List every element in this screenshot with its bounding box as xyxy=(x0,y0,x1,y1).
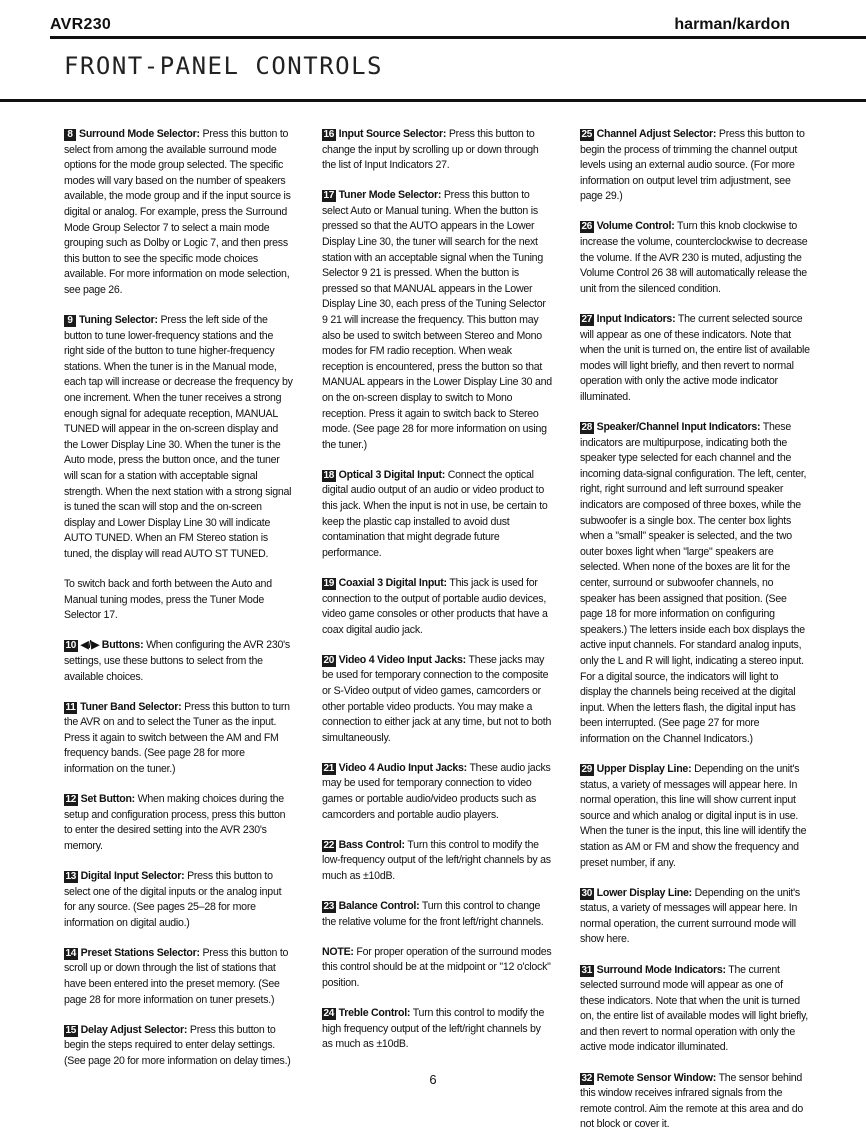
control-term: Lower Display Line: xyxy=(596,886,692,899)
control-term: Input Indicators: xyxy=(596,312,676,325)
control-description: Press the left side of the button to tune lower-frequency stations and the right side of the button to tune higher-frequency stations. When the tuner is in the Manual mode, each tap will increase or decrease the frequency by one increment. When the tuner receives a strong enough signal for adequate reception, MANUAL TUNED will appear in the on-screen display and the Lower Display Line 30. When the tuner is the Auto mode, press the button once, and the tuner will scan for a station with acceptable signal strength. When the next station with a strong signal is tuned the scan will stop and the on-screen display and Lower Display Line 30 will indicate AUTO TUNED. When an FM Stereo station is tuned, the display will read AUTO ST TUNED. xyxy=(64,314,293,560)
control-entry xyxy=(64,1023,294,1070)
item-number-badge: 13 xyxy=(65,870,77,882)
control-entry xyxy=(322,576,552,638)
model-name: AVR230 xyxy=(50,16,112,33)
control-entry xyxy=(64,792,294,854)
control-entry xyxy=(580,762,810,871)
item-number-badge: 25 xyxy=(581,129,593,140)
control-description: These audio jacks may be used for temporary connection to video games or portable audio/video products such as camcorders and portable audio players. xyxy=(322,761,551,821)
control-description: Turn this control to modify the high frequency output of the left/right channels by as much as ±10dB. xyxy=(322,1007,545,1051)
control-term: Surround Mode Selector: xyxy=(79,128,200,140)
control-term: Tuner Band Selector: xyxy=(80,700,182,713)
control-entry xyxy=(64,869,294,931)
control-description: These jacks may be used for temporary connection to the composite or S-Video output of video games, camcorders or other portable video products. You may make a connection to either jack at any time, but not to both simultaneously. xyxy=(322,653,552,744)
control-term: Volume Control: xyxy=(596,220,675,233)
control-entry xyxy=(64,577,294,624)
control-description: The current selected surround mode will appear as one of these indicators. Note that when the unit is turned on, the entire list of available modes will light briefly, and then revert to normal operation with only the active mode indicator illuminated. xyxy=(580,963,808,1054)
control-description: When configuring the AVR 230's settings, use these buttons to select from the available choices. xyxy=(64,639,290,683)
item-number-badge: 26 xyxy=(581,221,593,233)
control-description: Press this button to begin the process of trimming the channel output levels using an external audio source. (For more information on output level trim adjustment, see page 29.) xyxy=(580,128,805,203)
item-number-badge: 17 xyxy=(323,190,335,202)
control-term: Bass Control: xyxy=(338,838,405,851)
item-number-badge: 28 xyxy=(581,422,593,433)
control-term: Optical 3 Digital Input: xyxy=(338,468,446,481)
control-entry xyxy=(322,838,552,885)
item-number-badge: 32 xyxy=(581,1072,593,1084)
item-number-badge: 29 xyxy=(581,763,593,775)
item-number-badge: 20 xyxy=(323,654,335,666)
control-description: Turn this knob clockwise to increase the volume, counterclockwise to decrease the volume. If the AVR 230 is muted, adjusting the Volume Control 26 38 will automatically release the unit from the silenced condition. xyxy=(580,220,808,295)
control-term: Coaxial 3 Digital Input: xyxy=(338,576,447,589)
brand-name: harman/kardon xyxy=(674,16,790,33)
control-description: When making choices during the setup and configuration process, press this button to enter the desired setting into the AVR 230's memory. xyxy=(64,793,286,852)
control-entry xyxy=(322,188,552,453)
control-description: Press this button to select Auto or Manual tuning. When the button is pressed so that the AUTO appears in the Lower Display Line 30, the tuner will search for the next station with an acceptable signal when the Tuning Selector 9 21 is pressed. When the button is pressed so that MANUAL appears in the Lower Display Line 30, each press of the Tuning Selector 9 21 will increase the frequency. This button may also be used to switch between Stereo and Mono modes for FM radio reception. When weak reception is encountered, press the button so that MANUAL appears in the Lower Display Line 30 and on the on-screen display to switch to Mono reception. Press it again to switch back to Stereo mode. (See page 28 for more information on using the tuner.) xyxy=(322,189,552,451)
control-term: Channel Adjust Selector: xyxy=(596,128,717,140)
item-number-badge: 11 xyxy=(65,701,76,713)
control-term: Set Button: xyxy=(80,793,135,806)
control-term: ◀/▶ Buttons: xyxy=(80,639,144,652)
control-term: Speaker/Channel Input Indicators: xyxy=(596,421,761,433)
control-description: Press this button to change the input by scrolling up or down through the list of Input Indicators 27. xyxy=(322,128,539,172)
control-entry xyxy=(322,945,552,992)
column-2 xyxy=(322,127,552,1067)
control-term: NOTE: xyxy=(322,945,354,958)
control-term: Remote Sensor Window: xyxy=(596,1071,717,1084)
title-divider xyxy=(0,99,866,102)
control-entry xyxy=(64,638,294,685)
control-term: Surround Mode Indicators: xyxy=(596,963,726,976)
control-term: Delay Adjust Selector: xyxy=(80,1023,188,1036)
control-entry xyxy=(580,886,810,948)
control-term: Upper Display Line: xyxy=(596,762,692,775)
control-description: Press this button to turn the AVR on and to select the Tuner as the input. Press it again to switch between the AM and FM frequency bands. (See page 28 for more information on the tuner.) xyxy=(64,700,290,775)
control-entry xyxy=(64,313,294,563)
item-number-badge: 10 xyxy=(65,640,77,652)
item-number-badge: 14 xyxy=(65,947,77,959)
control-entry xyxy=(322,127,552,174)
control-description: To switch back and forth between the Auto and Manual tuning modes, press the Tuner Mode Selector 17. xyxy=(64,578,272,622)
item-number-badge: 31 xyxy=(581,964,593,976)
page-number: 6 xyxy=(429,1072,437,1087)
control-description: These indicators are multipurpose, indicating both the speaker type selected for each channel and the incoming data-signal configuration. The left, center, right, right surround and left surround speaker indicators are composed of three boxes, while the subwoofer is a single box. The center box lights when a "small" speaker is selected, and the two outer boxes light when "large" speakers are selected. When none of the boxes are lit for the center, surround or subwoofer channels, no speaker has been assigned that position. (See page 18 for more information on configuring speakers.) The letters inside each box displays the active input channels. For standard analog inputs, only the L and R will light, indicating a stereo input. For a digital source, the indicators will light to display the channels being received at the digital input. When the letters flash, the digital input has been interrupted. (See page 27 for more information on the Channel Indicators.) xyxy=(580,421,807,745)
control-entry xyxy=(322,761,552,823)
page-title: FRONT-PANEL CONTROLS xyxy=(64,52,383,80)
control-term: Video 4 Video Input Jacks: xyxy=(338,653,466,666)
control-entry xyxy=(64,127,294,299)
control-entry xyxy=(64,946,294,1008)
control-entry xyxy=(580,420,810,747)
control-description: The current selected source will appear as one of these indicators. Note that when the unit is turned on, the entire list of available modes will light briefly, and then revert to normal operation with only the active mode indicator illuminated. xyxy=(580,312,810,403)
control-entry xyxy=(64,700,294,778)
control-term: Balance Control: xyxy=(338,900,420,913)
control-description: Connect the optical digital audio output of an audio or video product to this jack. When the input is not in use, be certain to keep the plastic cap installed to avoid dust contamination that might degrade future performance. xyxy=(322,468,548,559)
control-description: Press this button to select one of the digital inputs or the analog input for any source. (See pages 25–28 for more information on digital audio.) xyxy=(64,869,282,929)
control-term: Input Source Selector: xyxy=(338,128,447,140)
column-1 xyxy=(64,127,294,1084)
page-header xyxy=(50,14,866,39)
control-description: Depending on the unit's status, a variety of messages will appear here. In normal operation, this line will show current input source and which analog or digital input is in use. When the tuner is the input, this line will identify the station as AM or FM and show the frequency and preset number, if any. xyxy=(580,762,807,869)
control-description: Turn this control to change the relative volume for the front left/right channels. xyxy=(322,900,544,928)
control-entry xyxy=(580,312,810,406)
control-term: Tuning Selector: xyxy=(79,314,158,327)
item-number-badge: 18 xyxy=(323,469,335,481)
item-number-badge: 12 xyxy=(65,794,77,806)
item-number-badge: 21 xyxy=(323,762,335,774)
control-term: Video 4 Audio Input Jacks: xyxy=(338,761,467,774)
control-description: Turn this control to modify the low-frequency output of the left/right channels by as much as ±10dB. xyxy=(322,838,551,882)
column-3 xyxy=(580,127,810,1147)
control-description: This jack is used for connection to the output of portable audio devices, video game consoles or other products that have a coax digital audio jack. xyxy=(322,576,548,636)
control-description: For proper operation of the surround modes this control should be at the midpoint or "12 o'clock" position. xyxy=(322,945,552,989)
item-number-badge: 9 xyxy=(64,315,76,327)
control-entry xyxy=(322,1006,552,1053)
item-number-badge: 16 xyxy=(323,129,335,140)
control-description: Press this button to begin the steps required to enter delay settings. (See page 20 for more information on delay times.) xyxy=(64,1023,291,1067)
control-description: Press this button to scroll up or down through the list of stations that have been entered into the preset memory. (See page 28 for more information on tuner presets.) xyxy=(64,946,289,1006)
item-number-badge: 23 xyxy=(323,901,335,913)
item-number-badge: 15 xyxy=(65,1024,77,1036)
control-term: Preset Stations Selector: xyxy=(80,946,200,959)
control-entry xyxy=(580,219,810,297)
control-entry xyxy=(322,899,552,930)
control-term: Treble Control: xyxy=(338,1007,411,1019)
control-term: Digital Input Selector: xyxy=(80,869,185,882)
control-description: The sensor behind this window receives infrared signals from the remote control. Aim the remote at this area and do not block or cover it. xyxy=(580,1071,804,1131)
item-number-badge: 8 xyxy=(64,129,76,141)
item-number-badge: 24 xyxy=(323,1008,335,1019)
control-entry xyxy=(580,127,810,205)
control-entry xyxy=(580,963,810,1057)
control-entry xyxy=(322,468,552,562)
control-entry xyxy=(322,653,552,747)
control-term: Tuner Mode Selector: xyxy=(338,189,442,202)
item-number-badge: 27 xyxy=(581,313,593,325)
item-number-badge: 19 xyxy=(323,577,335,589)
item-number-badge: 30 xyxy=(581,887,593,899)
control-description: Depending on the unit's status, a variety of messages will appear here. In normal operation, the current surround mode will show here. xyxy=(580,886,800,946)
item-number-badge: 22 xyxy=(323,839,335,851)
control-description: Press this button to select from among the available surround mode options for the mode group selected. The specific modes will vary based on the number of speakers available, the mode group and if the input source is digital or analog. For example, press the Surround Mode Group Selector 7 to select a main mode grouping such as Dolby or Logic 7, and then press this button to see the specific mode choices available. For more information on mode selection, see page 26. xyxy=(64,128,291,296)
